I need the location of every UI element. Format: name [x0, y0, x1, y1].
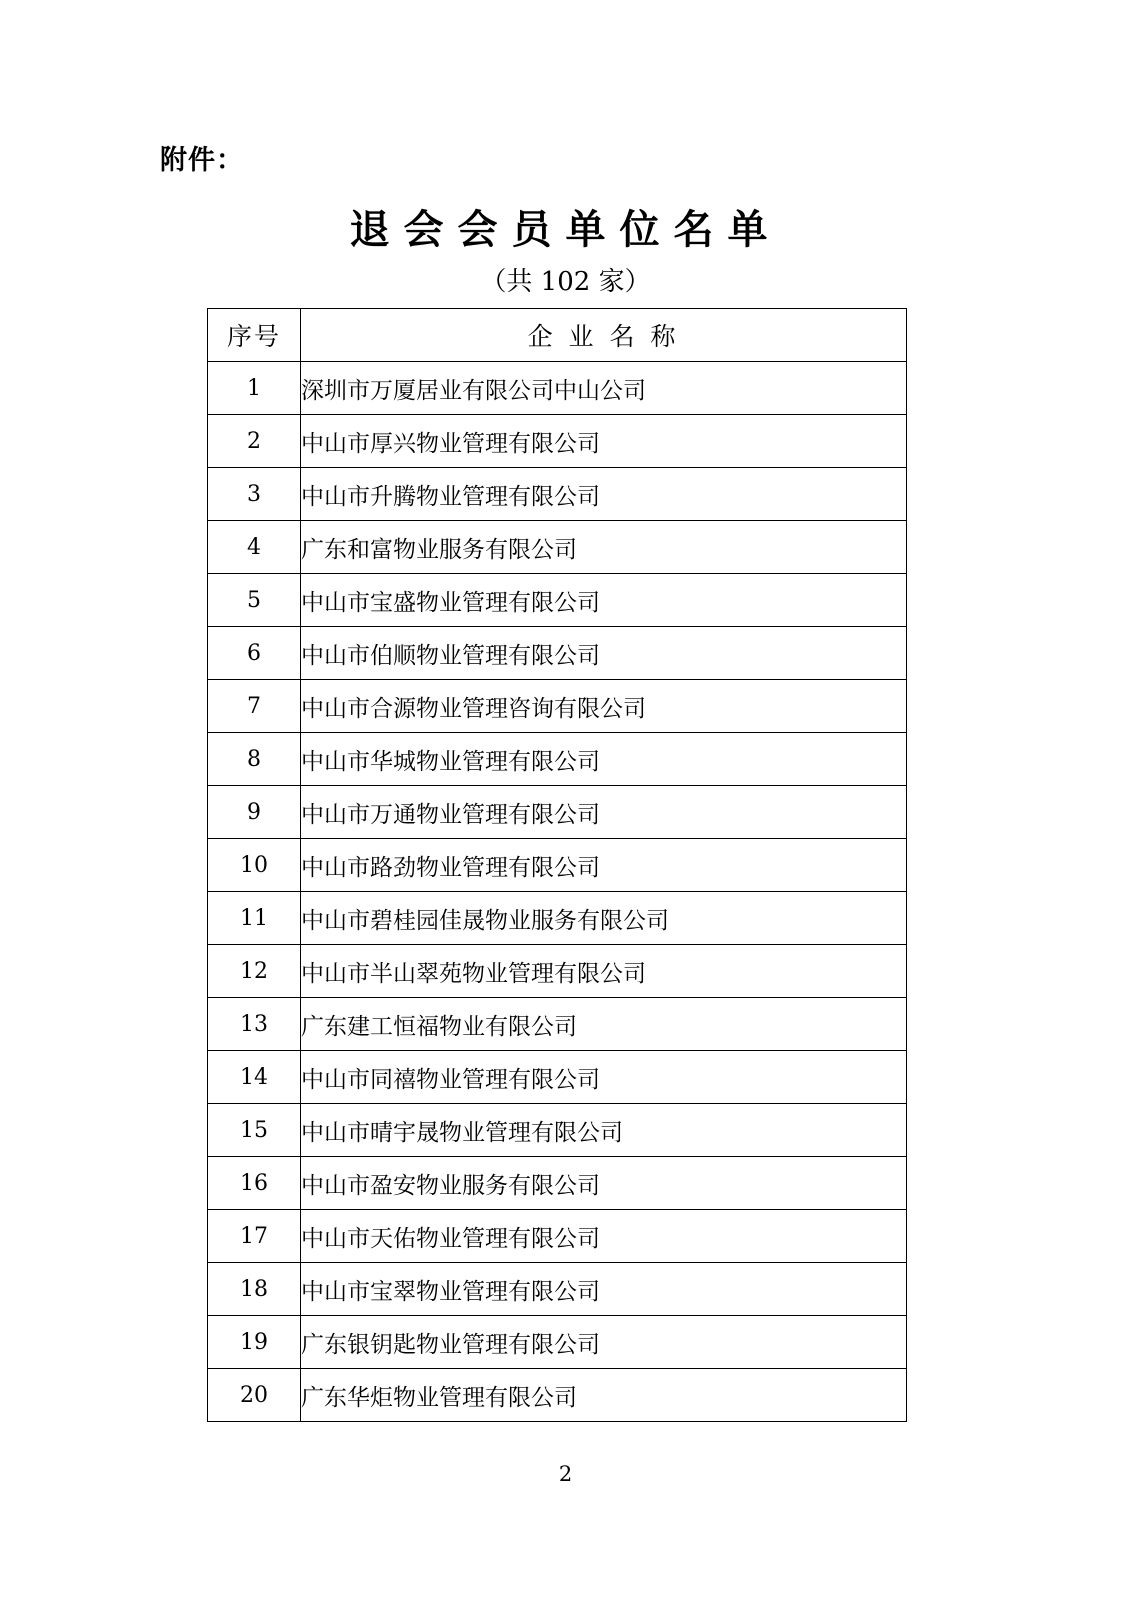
table-row — [208, 574, 907, 627]
row-index-cell: 15 — [208, 1104, 301, 1157]
company-name-cell: 中山市半山翠苑物业管理有限公司 — [301, 945, 907, 998]
row-index-cell: 5 — [208, 574, 301, 627]
row-index-cell: 3 — [208, 468, 301, 521]
company-name-cell: 中山市厚兴物业管理有限公司 — [301, 415, 907, 468]
column-header-company-name: 企 业 名 称 — [301, 309, 907, 362]
table-row — [208, 680, 907, 733]
table-row — [208, 1051, 907, 1104]
row-index-cell: 7 — [208, 680, 301, 733]
company-name-cell: 广东建工恒福物业有限公司 — [301, 998, 907, 1051]
table-row — [208, 468, 907, 521]
company-name-cell: 中山市晴宇晟物业管理有限公司 — [301, 1104, 907, 1157]
company-name-cell: 中山市万通物业管理有限公司 — [301, 786, 907, 839]
table-row — [208, 998, 907, 1051]
row-index-cell: 9 — [208, 786, 301, 839]
row-index-cell: 1 — [208, 362, 301, 415]
row-index-cell: 19 — [208, 1316, 301, 1369]
table-row — [208, 786, 907, 839]
row-index-cell: 18 — [208, 1263, 301, 1316]
table-row — [208, 415, 907, 468]
page-title: 退会会员单位名单 — [349, 206, 782, 253]
table-row — [208, 1263, 907, 1316]
page-number: 2 — [558, 1462, 573, 1486]
page-subtitle: （共 102 家） — [480, 267, 651, 297]
row-index-cell: 6 — [208, 627, 301, 680]
table-row — [208, 521, 907, 574]
company-name-cell: 广东银钥匙物业管理有限公司 — [301, 1316, 907, 1369]
company-name-cell: 中山市升腾物业管理有限公司 — [301, 468, 907, 521]
company-name-cell: 中山市路劲物业管理有限公司 — [301, 839, 907, 892]
table-row — [208, 945, 907, 998]
row-index-cell: 20 — [208, 1369, 301, 1422]
company-name-cell: 中山市天佑物业管理有限公司 — [301, 1210, 907, 1263]
table-row — [208, 1157, 907, 1210]
member-list-table — [207, 308, 907, 1422]
row-index-cell: 10 — [208, 839, 301, 892]
row-index-cell: 12 — [208, 945, 301, 998]
company-name-cell: 中山市宝盛物业管理有限公司 — [301, 574, 907, 627]
company-name-cell: 中山市合源物业管理咨询有限公司 — [301, 680, 907, 733]
row-index-cell: 2 — [208, 415, 301, 468]
table-row — [208, 1316, 907, 1369]
row-index-cell: 4 — [208, 521, 301, 574]
table-row — [208, 892, 907, 945]
row-index-cell: 13 — [208, 998, 301, 1051]
company-name-cell: 中山市伯顺物业管理有限公司 — [301, 627, 907, 680]
row-index-cell: 16 — [208, 1157, 301, 1210]
company-name-cell: 中山市宝翠物业管理有限公司 — [301, 1263, 907, 1316]
table-row — [208, 1369, 907, 1422]
row-index-cell: 17 — [208, 1210, 301, 1263]
row-index-cell: 14 — [208, 1051, 301, 1104]
company-name-cell: 广东和富物业服务有限公司 — [301, 521, 907, 574]
table-row — [208, 627, 907, 680]
table-row — [208, 1210, 907, 1263]
company-name-cell: 广东华炬物业管理有限公司 — [301, 1369, 907, 1422]
company-name-cell: 中山市华城物业管理有限公司 — [301, 733, 907, 786]
company-name-cell: 中山市盈安物业服务有限公司 — [301, 1157, 907, 1210]
table-row — [208, 839, 907, 892]
company-name-cell: 深圳市万厦居业有限公司中山公司 — [301, 362, 907, 415]
table-body — [208, 362, 907, 1422]
row-index-cell: 11 — [208, 892, 301, 945]
table-row — [208, 733, 907, 786]
company-name-cell: 中山市碧桂园佳晟物业服务有限公司 — [301, 892, 907, 945]
row-index-cell: 8 — [208, 733, 301, 786]
table-row — [208, 1104, 907, 1157]
company-name-cell: 中山市同禧物业管理有限公司 — [301, 1051, 907, 1104]
table-header-row — [208, 309, 907, 362]
column-header-no: 序号 — [208, 309, 301, 362]
table-row — [208, 362, 907, 415]
attachment-label: 附件： — [160, 145, 244, 176]
